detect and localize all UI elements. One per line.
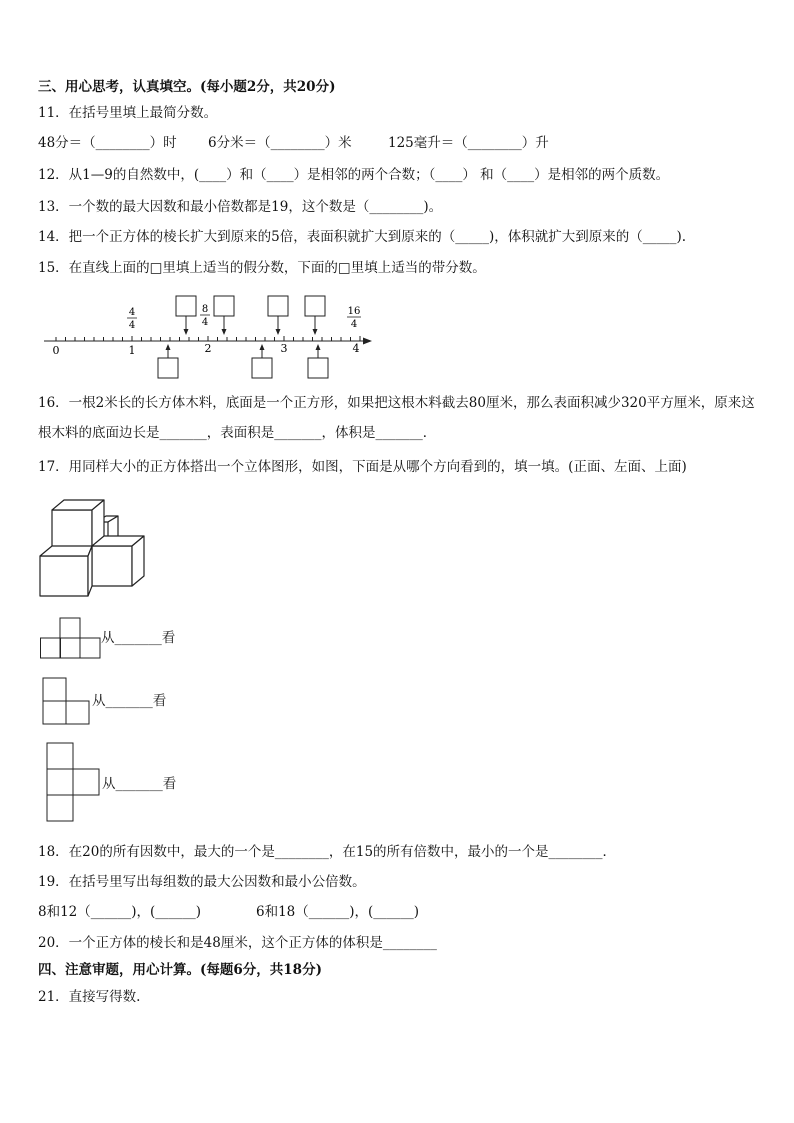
question-19-stem: 19．在括号里写出每组数的最大公因数和最小公倍数。	[38, 874, 366, 890]
section-4-header: 四、注意审题，用心计算。(每题6分，共18分)	[38, 962, 322, 978]
question-13: 13．一个数的最大因数和最小倍数都是19，这个数是（________)。	[38, 199, 443, 215]
view-2-shape	[42, 677, 92, 725]
frac2-numerator: 8	[201, 304, 209, 315]
view-2-suffix: 看	[152, 693, 167, 709]
view-2-caption	[92, 692, 166, 710]
view-3-suffix: 看	[162, 776, 177, 792]
question-17-stem: 17．用同样大小的正方体搭出一个立体图形，如图，下面是从哪个方向看到的，填一填。(正面、左面、上面)	[38, 459, 687, 475]
question-20: 20．一个正方体的棱长和是48厘米，这个正方体的体积是________	[38, 935, 437, 951]
view-1-caption	[101, 629, 175, 647]
nl-label-1: 1	[128, 344, 136, 357]
frac2-denominator: 4	[201, 317, 209, 328]
top-answer-box-4[interactable]	[305, 296, 325, 316]
top-answer-box-2[interactable]	[214, 296, 234, 316]
view-3-caption	[102, 775, 176, 793]
question-21: 21．直接写得数.	[38, 989, 141, 1005]
bottom-answer-box-1[interactable]	[158, 358, 178, 378]
view-2-blank[interactable]: _______	[105, 693, 153, 709]
frac1-numerator: 4	[128, 307, 136, 318]
question-15-stem: 15．在直线上面的□里填上适当的假分数，下面的□里填上适当的带分数。	[38, 260, 486, 276]
question-11-b: 6分米＝（________）米	[208, 135, 352, 151]
view-1-suffix: 看	[161, 630, 176, 646]
question-11-a: 48分＝（________）时	[38, 135, 177, 151]
nl-label-4: 4	[352, 342, 360, 355]
frac3-numerator: 16	[347, 306, 361, 317]
question-16: 16．一根2米长的长方体木料，底面是一个正方形，如果把这根木料截去80厘米，那么表面积减少320平方厘米，原来这根木料的底面边长是_______，表面积是_______，体积是_______．	[38, 395, 755, 441]
nl-label-3: 3	[280, 342, 288, 355]
view-3-prefix: 从	[102, 776, 116, 792]
view-1-prefix: 从	[101, 630, 115, 646]
bottom-answer-box-3[interactable]	[308, 358, 328, 378]
question-19-b: 6和18（______)，(______)	[256, 904, 420, 920]
question-11-stem: 11．在括号里填上最简分数。	[38, 105, 218, 121]
question-11-c: 125毫升＝（________）升	[388, 135, 549, 151]
nl-label-2: 2	[204, 342, 212, 355]
cube-figure	[38, 492, 150, 600]
section-3-header: 三、用心思考，认真填空。(每小题2分，共20分)	[38, 79, 336, 95]
question-19-a: 8和12（______)，(______)	[38, 904, 202, 920]
view-1-blank[interactable]: _______	[114, 630, 162, 646]
question-14: 14．把一个正方体的棱长扩大到原来的5倍，表面积就扩大到原来的（_____)，体积就扩大到原来的（_____).	[38, 229, 687, 245]
bottom-answer-box-2[interactable]	[252, 358, 272, 378]
view-3-shape	[46, 742, 102, 822]
top-answer-box-3[interactable]	[268, 296, 288, 316]
view-2-prefix: 从	[92, 693, 106, 709]
view-3-blank[interactable]: _______	[115, 776, 163, 792]
frac1-denominator: 4	[128, 320, 136, 331]
question-18: 18．在20的所有因数中，最大的一个是________，在15的所有倍数中，最小的一个是________．	[38, 844, 617, 860]
frac3-denominator: 4	[350, 319, 358, 330]
nl-label-0: 0	[52, 344, 60, 357]
top-answer-box-1[interactable]	[176, 296, 196, 316]
number-line-figure	[38, 290, 378, 382]
view-1-shape	[40, 617, 102, 659]
question-12: 12．从1—9的自然数中，(____）和（____）是相邻的两个合数；（____） 和（____）是相邻的两个质数。	[38, 167, 670, 183]
